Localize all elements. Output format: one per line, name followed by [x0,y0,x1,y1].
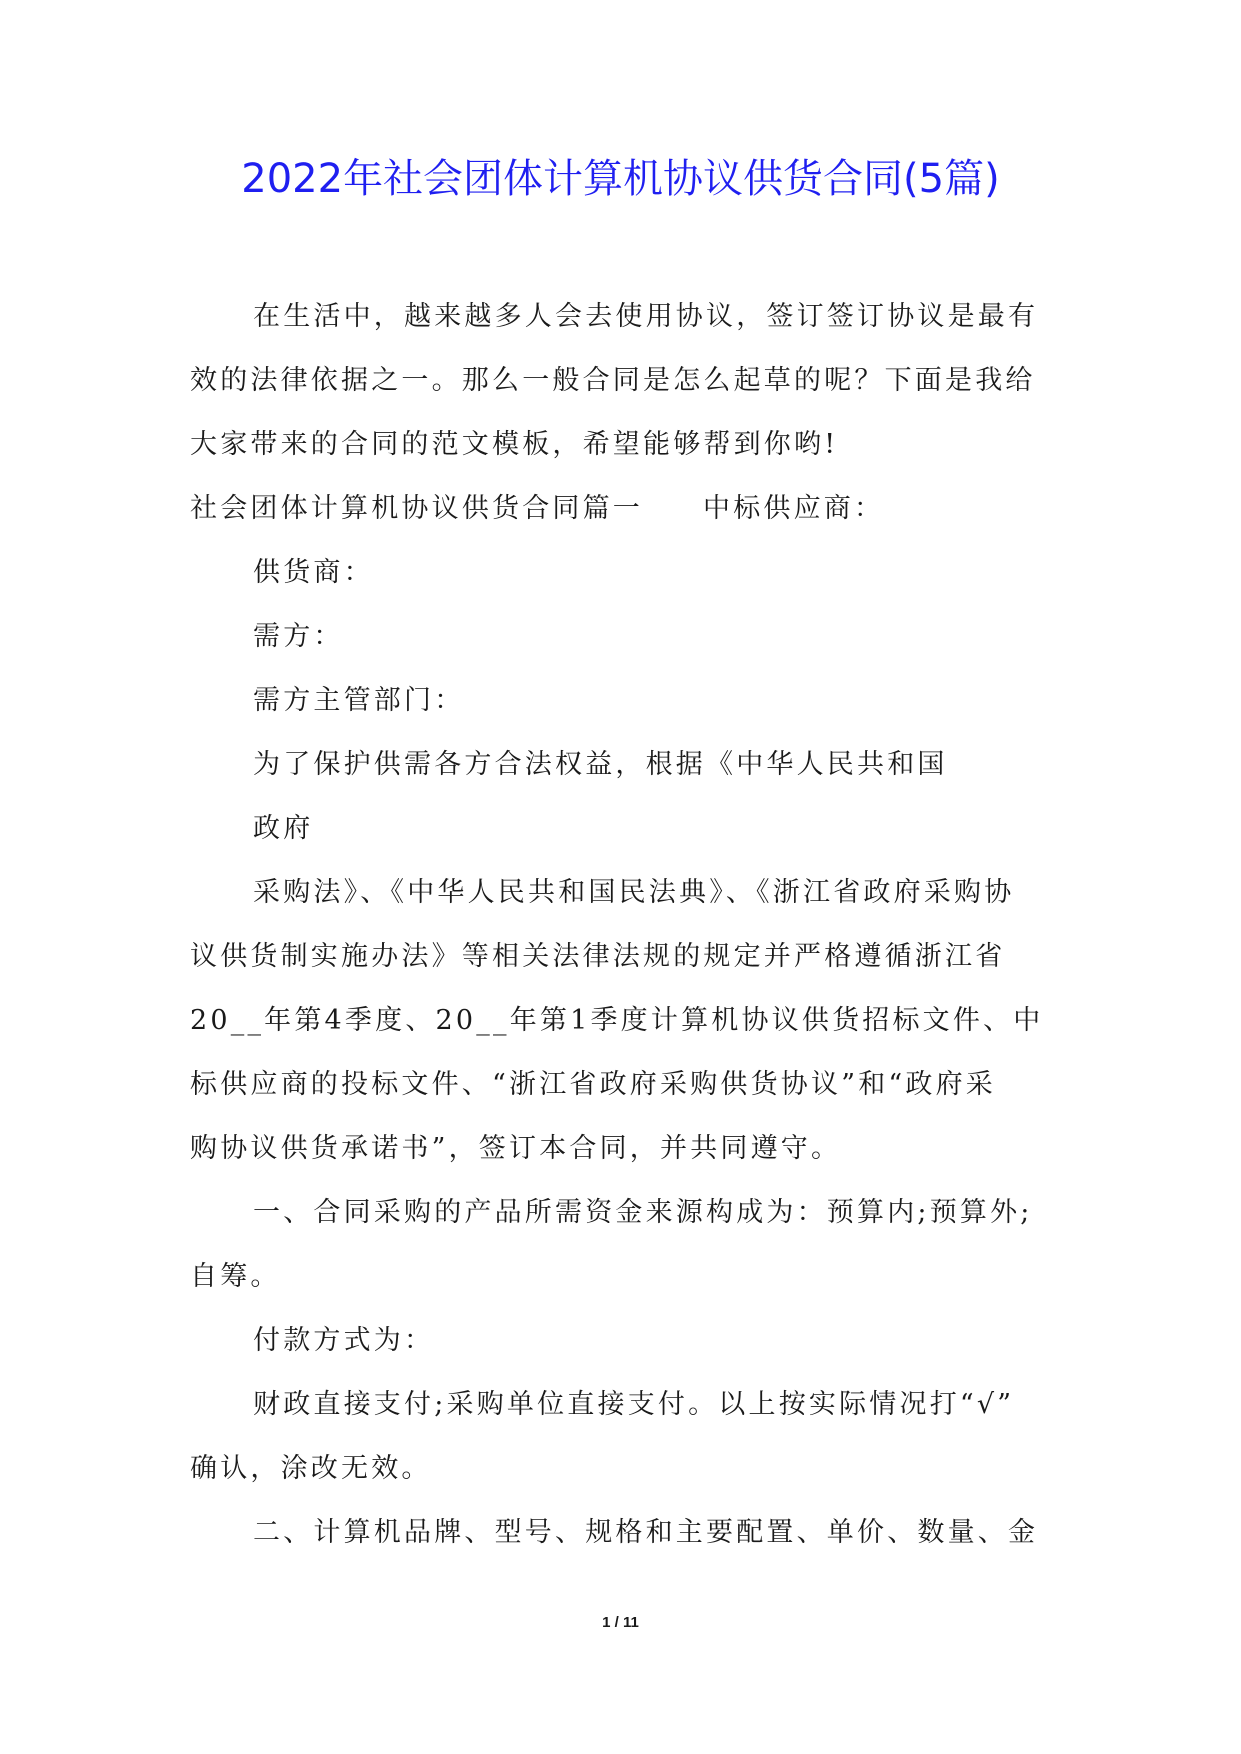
section-heading: 社会团体计算机协议供货合同篇一 [190,493,643,524]
paragraph-line: 为了保护供需各方合法权益，根据《中华人民共和国 [253,749,948,780]
buyer-label: 需方： [253,621,344,652]
section-heading-line [190,477,1060,541]
document-body [190,285,1060,1565]
paragraph-line: 二、计算机品牌、型号、规格和主要配置、单价、数量、金 [253,1517,1039,1548]
paragraph-line: 政府 [253,813,314,844]
paragraph-line: 一、合同采购的产品所需资金来源构成为：预算内;预算外; [253,1197,1033,1228]
paragraph-line: 采购法》、《中华人民共和国民法典》、《浙江省政府采购协 [253,877,1015,908]
paragraph-line: 财政直接支付;采购单位直接支付。以上按实际情况打“√” [253,1389,1015,1420]
paragraph-line: 效的法律依据之一。那么一般合同是怎么起草的呢？下面是我给 [190,365,1036,396]
winning-supplier-label: 中标供应商： [703,493,885,524]
paragraph-line: 购协议供货承诺书”，签订本合同，并共同遵守。 [190,1133,842,1164]
document-title: 2022年社会团体计算机协议供货合同(5篇) [241,156,1000,202]
paragraph-line: 在生活中，越来越多人会去使用协议，签订签订协议是最有 [253,301,1039,332]
paragraph-line: 自筹。 [190,1261,281,1292]
page-number: 1 / 11 [602,1614,639,1631]
paragraph-line: 20__年第4季度、20__年第1季度计算机协议供货招标文件、中 [190,1005,1044,1036]
paragraph-line: 确认，涂改无效。 [190,1453,432,1484]
paragraph-line: 付款方式为： [253,1325,435,1356]
buyer-department-label: 需方主管部门： [253,685,465,716]
supplier-label: 供货商： [253,557,374,588]
paragraph-line: 大家带来的合同的范文模板，希望能够帮到你哟! [190,429,839,460]
paragraph-line: 议供货制实施办法》等相关法律法规的规定并严格遵循浙江省 [190,941,1006,972]
paragraph-line: 标供应商的投标文件、“浙江省政府采购供货协议”和“政府采 [190,1069,997,1100]
